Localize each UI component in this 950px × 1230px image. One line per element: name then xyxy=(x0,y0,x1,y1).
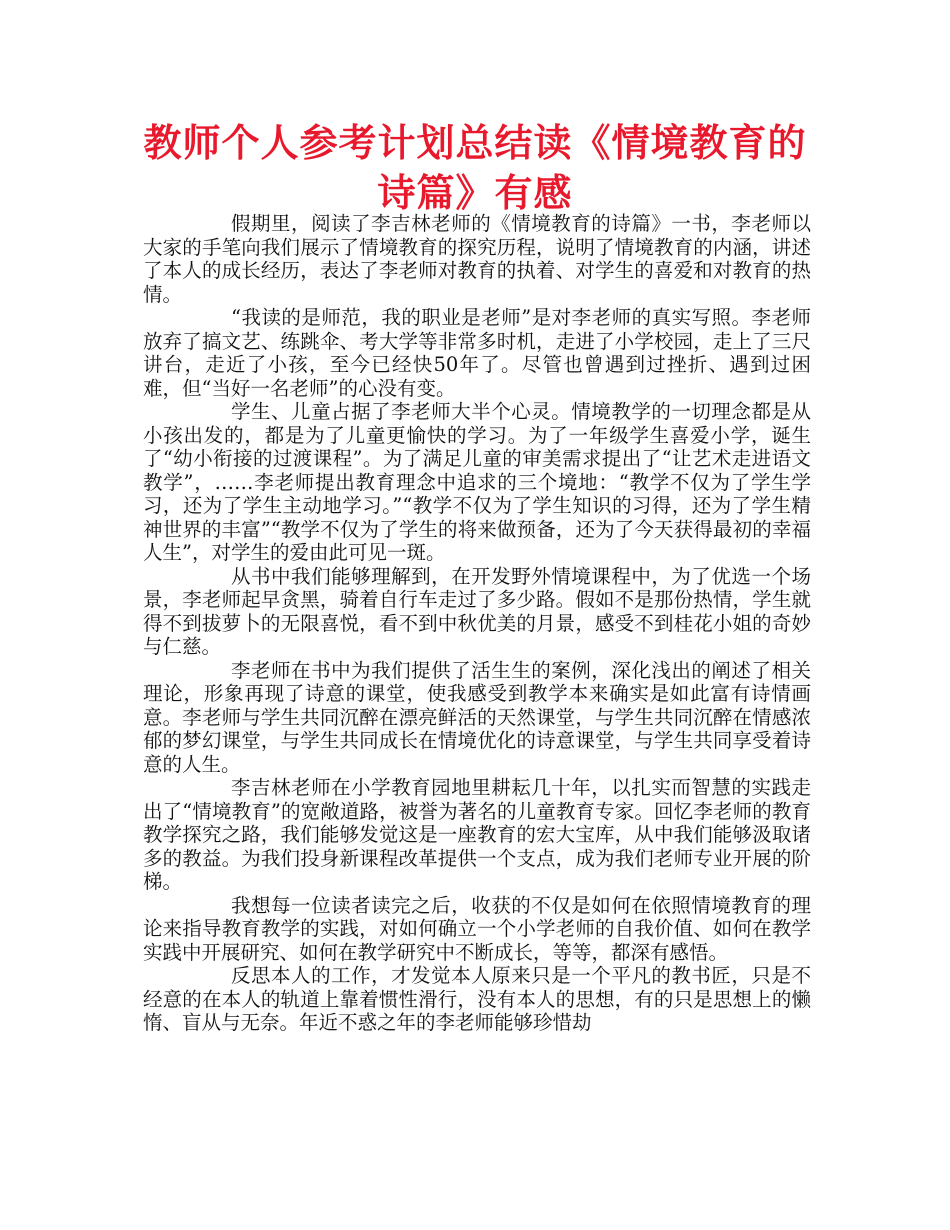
document-title: 教师个人参考计划总结读《情境教育的诗篇》有感 xyxy=(143,121,807,215)
paragraph: 学生、儿童占据了李老师大半个心灵。情境教学的一切理念都是从小孩出发的，都是为了儿童更愉快的学习。为了一年级学生喜爱小学，诞生了“幼小衔接的过渡课程”。为了满足儿童的审美需求提出了“让艺术走进语文教学”，……李老师提出教育理念中追求的三个境地：“教学不仅为了学生学习，还为了学生主动地学习。”“教学不仅为了学生知识的习得，还为了学生精神世界的丰富”“教学不仅为了学生的将来做预备，还为了今天获得最初的幸福人生”，对学生的爱由此可见一斑。 xyxy=(143,400,811,564)
paragraph: 从书中我们能够理解到，在开发野外情境课程中，为了优选一个场景，李老师起早贪黑，骑着自行车走过了多少路。假如不是那份热情，学生就得不到拔萝卜的无限喜悦，看不到中秋优美的月景，感受不到桂花小姐的奇妙与仁慈。 xyxy=(143,564,811,658)
paragraph: 假期里，阅读了李吉林老师的《情境教育的诗篇》一书，李老师以大家的手笔向我们展示了情境教育的探究历程，说明了情境教育的内涵，讲述了本人的成长经历，表达了李老师对教育的执着、对学生的喜爱和对教育的热情。 xyxy=(143,212,811,306)
paragraph: 我想每一位读者读完之后，收获的不仅是如何在依照情境教育的理论来指导教育教学的实践，对如何确立一个小学老师的自我价值、如何在教学实践中开展研究、如何在教学研究中不断成长，等等，都深有感悟。 xyxy=(143,893,811,964)
paragraph: 反思本人的工作，才发觉本人原来只是一个平凡的教书匠，只是不经意的在本人的轨道上靠着惯性滑行，没有本人的思想，有的只是思想上的懒惰、盲从与无奈。年近不惑之年的李老师能够珍惜劫 xyxy=(143,964,811,1034)
paragraph: 李吉林老师在小学教育园地里耕耘几十年，以扎实而智慧的实践走出了“情境教育”的宽敞道路，被誉为著名的儿童教育专家。回忆李老师的教育教学探究之路，我们能够发觉这是一座教育的宏大宝库，从中我们能够汲取诸多的教益。为我们投身新课程改革提供一个支点，成为我们老师专业开展的阶梯。 xyxy=(143,776,811,893)
document-body xyxy=(143,212,811,1035)
paragraph: “我读的是师范，我的职业是老师”是对李老师的真实写照。李老师放弃了搞文艺、练跳伞、考大学等非常多时机，走进了小学校园，走上了三尺讲台，走近了小孩，至今已经快50年了。尽管也曾遇到过挫折、遇到过困难，但“当好一名老师”的心没有变。 xyxy=(143,306,811,400)
paragraph: 李老师在书中为我们提供了活生生的案例，深化浅出的阐述了相关理论，形象再现了诗意的课堂，使我感受到教学本来确实是如此富有诗情画意。李老师与学生共同沉醉在漂亮鲜活的天然课堂，与学生共同沉醉在情感浓郁的梦幻课堂，与学生共同成长在情境优化的诗意课堂，与学生共同享受着诗意的人生。 xyxy=(143,658,811,776)
